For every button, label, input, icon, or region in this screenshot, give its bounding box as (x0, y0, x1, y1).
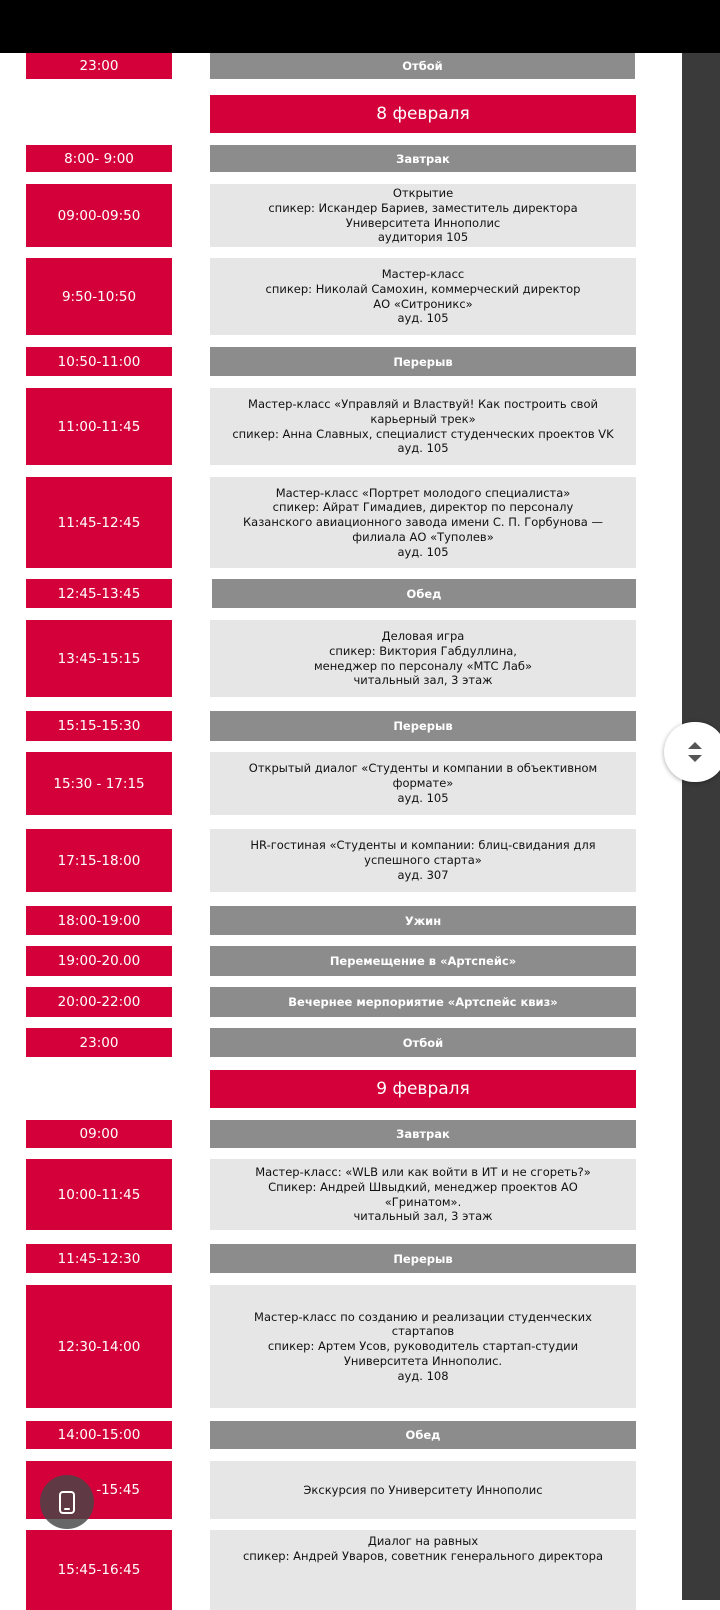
event-card (210, 184, 636, 247)
side-panel (682, 53, 720, 1600)
event-line: Казанского авиационного завода имени С. П. Горбунова — (242, 515, 603, 530)
time-cell: 20:00-22:00 (26, 987, 172, 1017)
event-line: Университета Иннополис. (343, 1353, 503, 1368)
status-bar (0, 0, 720, 53)
event-bar: Обед (212, 579, 636, 608)
event-line: HR-гостиная «Студенты и компании: блиц-свидания для (250, 838, 596, 853)
event-card (210, 829, 636, 892)
event-line: менеджер по персоналу «МТС Лаб» (313, 658, 533, 673)
event-card (210, 388, 636, 465)
event-line: Спикер: Андрей Швыдкий, менеджер проектов АО (268, 1179, 578, 1194)
event-line: ауд. 108 (397, 1368, 449, 1383)
event-line: стартапов (391, 1324, 455, 1339)
event-card (210, 1285, 636, 1408)
date-header: 9 февраля (210, 1070, 636, 1108)
event-line: Открытие (392, 185, 454, 200)
event-bar: Перерыв (210, 1244, 636, 1273)
time-cell: 12:30-14:00 (26, 1285, 172, 1408)
event-bar: Отбой (210, 53, 635, 79)
time-cell: 10:00-11:45 (26, 1159, 172, 1230)
event-bar: Завтрак (210, 145, 636, 172)
time-cell: 10:50-11:00 (26, 347, 172, 376)
phone-icon (59, 1491, 75, 1514)
event-card (210, 1159, 636, 1230)
event-line: ауд. 105 (397, 790, 449, 805)
event-line: читальный зал, 3 этаж (353, 673, 493, 688)
event-line: филиала АО «Туполев» (352, 529, 494, 544)
event-line: Деловая игра (381, 628, 465, 643)
event-card (210, 1530, 636, 1610)
time-cell: 8:00- 9:00 (26, 145, 172, 172)
phone-fab-button[interactable] (40, 1475, 94, 1529)
event-line: Мастер-класс: «WLB или как войти в ИТ и не сгореть?» (255, 1164, 591, 1179)
time-cell: 15:45-16:45 (26, 1530, 172, 1610)
event-line: спикер: Айрат Гимадиев, директор по персоналу (272, 500, 574, 515)
event-bar: Ужин (210, 906, 636, 935)
event-bar: Обед (210, 1421, 636, 1449)
event-bar: Перемещение в «Артспейс» (210, 946, 636, 976)
time-cell: 18:00-19:00 (26, 906, 172, 935)
event-card (210, 752, 636, 815)
time-cell: 19:00-20.00 (26, 946, 172, 976)
time-cell: 15:15-15:30 (26, 711, 172, 741)
time-cell: 13:45-15:15 (26, 620, 172, 697)
event-bar: Перерыв (210, 711, 636, 741)
event-line: ауд. 105 (397, 544, 449, 559)
event-card (210, 477, 636, 568)
event-bar: Отбой (210, 1028, 636, 1057)
event-bar: Вечернее мерпориятие «Артспейс квиз» (210, 987, 636, 1017)
event-line: ауд. 105 (397, 311, 449, 326)
event-line: Открытый диалог «Студенты и компании в объективном (248, 761, 598, 776)
event-line: спикер: Искандер Бариев, заместитель директора (268, 200, 578, 215)
event-line: Университета Иннополис (345, 215, 501, 230)
event-line: Экскурсия по Университету Иннополис (303, 1482, 543, 1497)
event-line: Диалог на равных (367, 1534, 479, 1548)
event-line: спикер: Андрей Уваров, советник генерального директора (242, 1548, 604, 1563)
time-cell: 11:00-11:45 (26, 388, 172, 465)
scroll-handle[interactable] (664, 722, 720, 782)
time-cell: 14:00-15:00 (26, 1421, 172, 1449)
event-card (210, 258, 636, 335)
time-cell: 15:30 - 17:15 (26, 752, 172, 815)
event-line: «Гринатом». (384, 1194, 462, 1209)
event-line: успешного старта» (364, 853, 482, 868)
date-header: 8 февраля (210, 95, 636, 133)
event-line: ауд. 307 (397, 867, 449, 882)
event-line: аудитория 105 (377, 230, 469, 245)
event-line: спикер: Николай Самохин, коммерческий директор (265, 281, 581, 296)
event-line: спикер: Анна Славных, специалист студенческих проектов VK (232, 426, 614, 441)
time-cell: -15:45 (26, 1461, 172, 1519)
up-down-chevrons-icon (685, 737, 705, 767)
event-line: спикер: Виктория Габдуллина, (329, 643, 517, 658)
event-line: формате» (392, 776, 454, 791)
time-cell: 9:50-10:50 (26, 258, 172, 335)
event-line: Мастер-класс «Портрет молодого специалиста» (275, 485, 571, 500)
time-cell: 09:00 (26, 1120, 172, 1148)
event-line: Мастер-класс «Управляй и Властвуй! Как построить свой (248, 396, 598, 411)
time-cell: 17:15-18:00 (26, 829, 172, 892)
time-cell: 23:00 (26, 53, 172, 79)
time-cell: 11:45-12:45 (26, 477, 172, 568)
time-cell: 23:00 (26, 1028, 172, 1057)
event-line: ауд. 105 (397, 441, 449, 456)
event-bar: Перерыв (210, 347, 636, 376)
event-line: карьерный трек» (370, 411, 476, 426)
event-card (210, 620, 636, 697)
time-cell: 11:45-12:30 (26, 1244, 172, 1273)
event-line: спикер: Артем Усов, руководитель стартап-студии (267, 1339, 579, 1354)
time-cell: 09:00-09:50 (26, 184, 172, 247)
event-line: Мастер-класс по созданию и реализации студенческих (254, 1309, 592, 1324)
event-line: Мастер-класс (381, 266, 465, 281)
event-line: АО «Ситроникс» (373, 296, 473, 311)
event-line: читальный зал, 3 этаж (353, 1209, 493, 1224)
time-cell: 12:45-13:45 (26, 579, 172, 608)
event-bar: Завтрак (210, 1120, 636, 1148)
event-card (210, 1461, 636, 1519)
